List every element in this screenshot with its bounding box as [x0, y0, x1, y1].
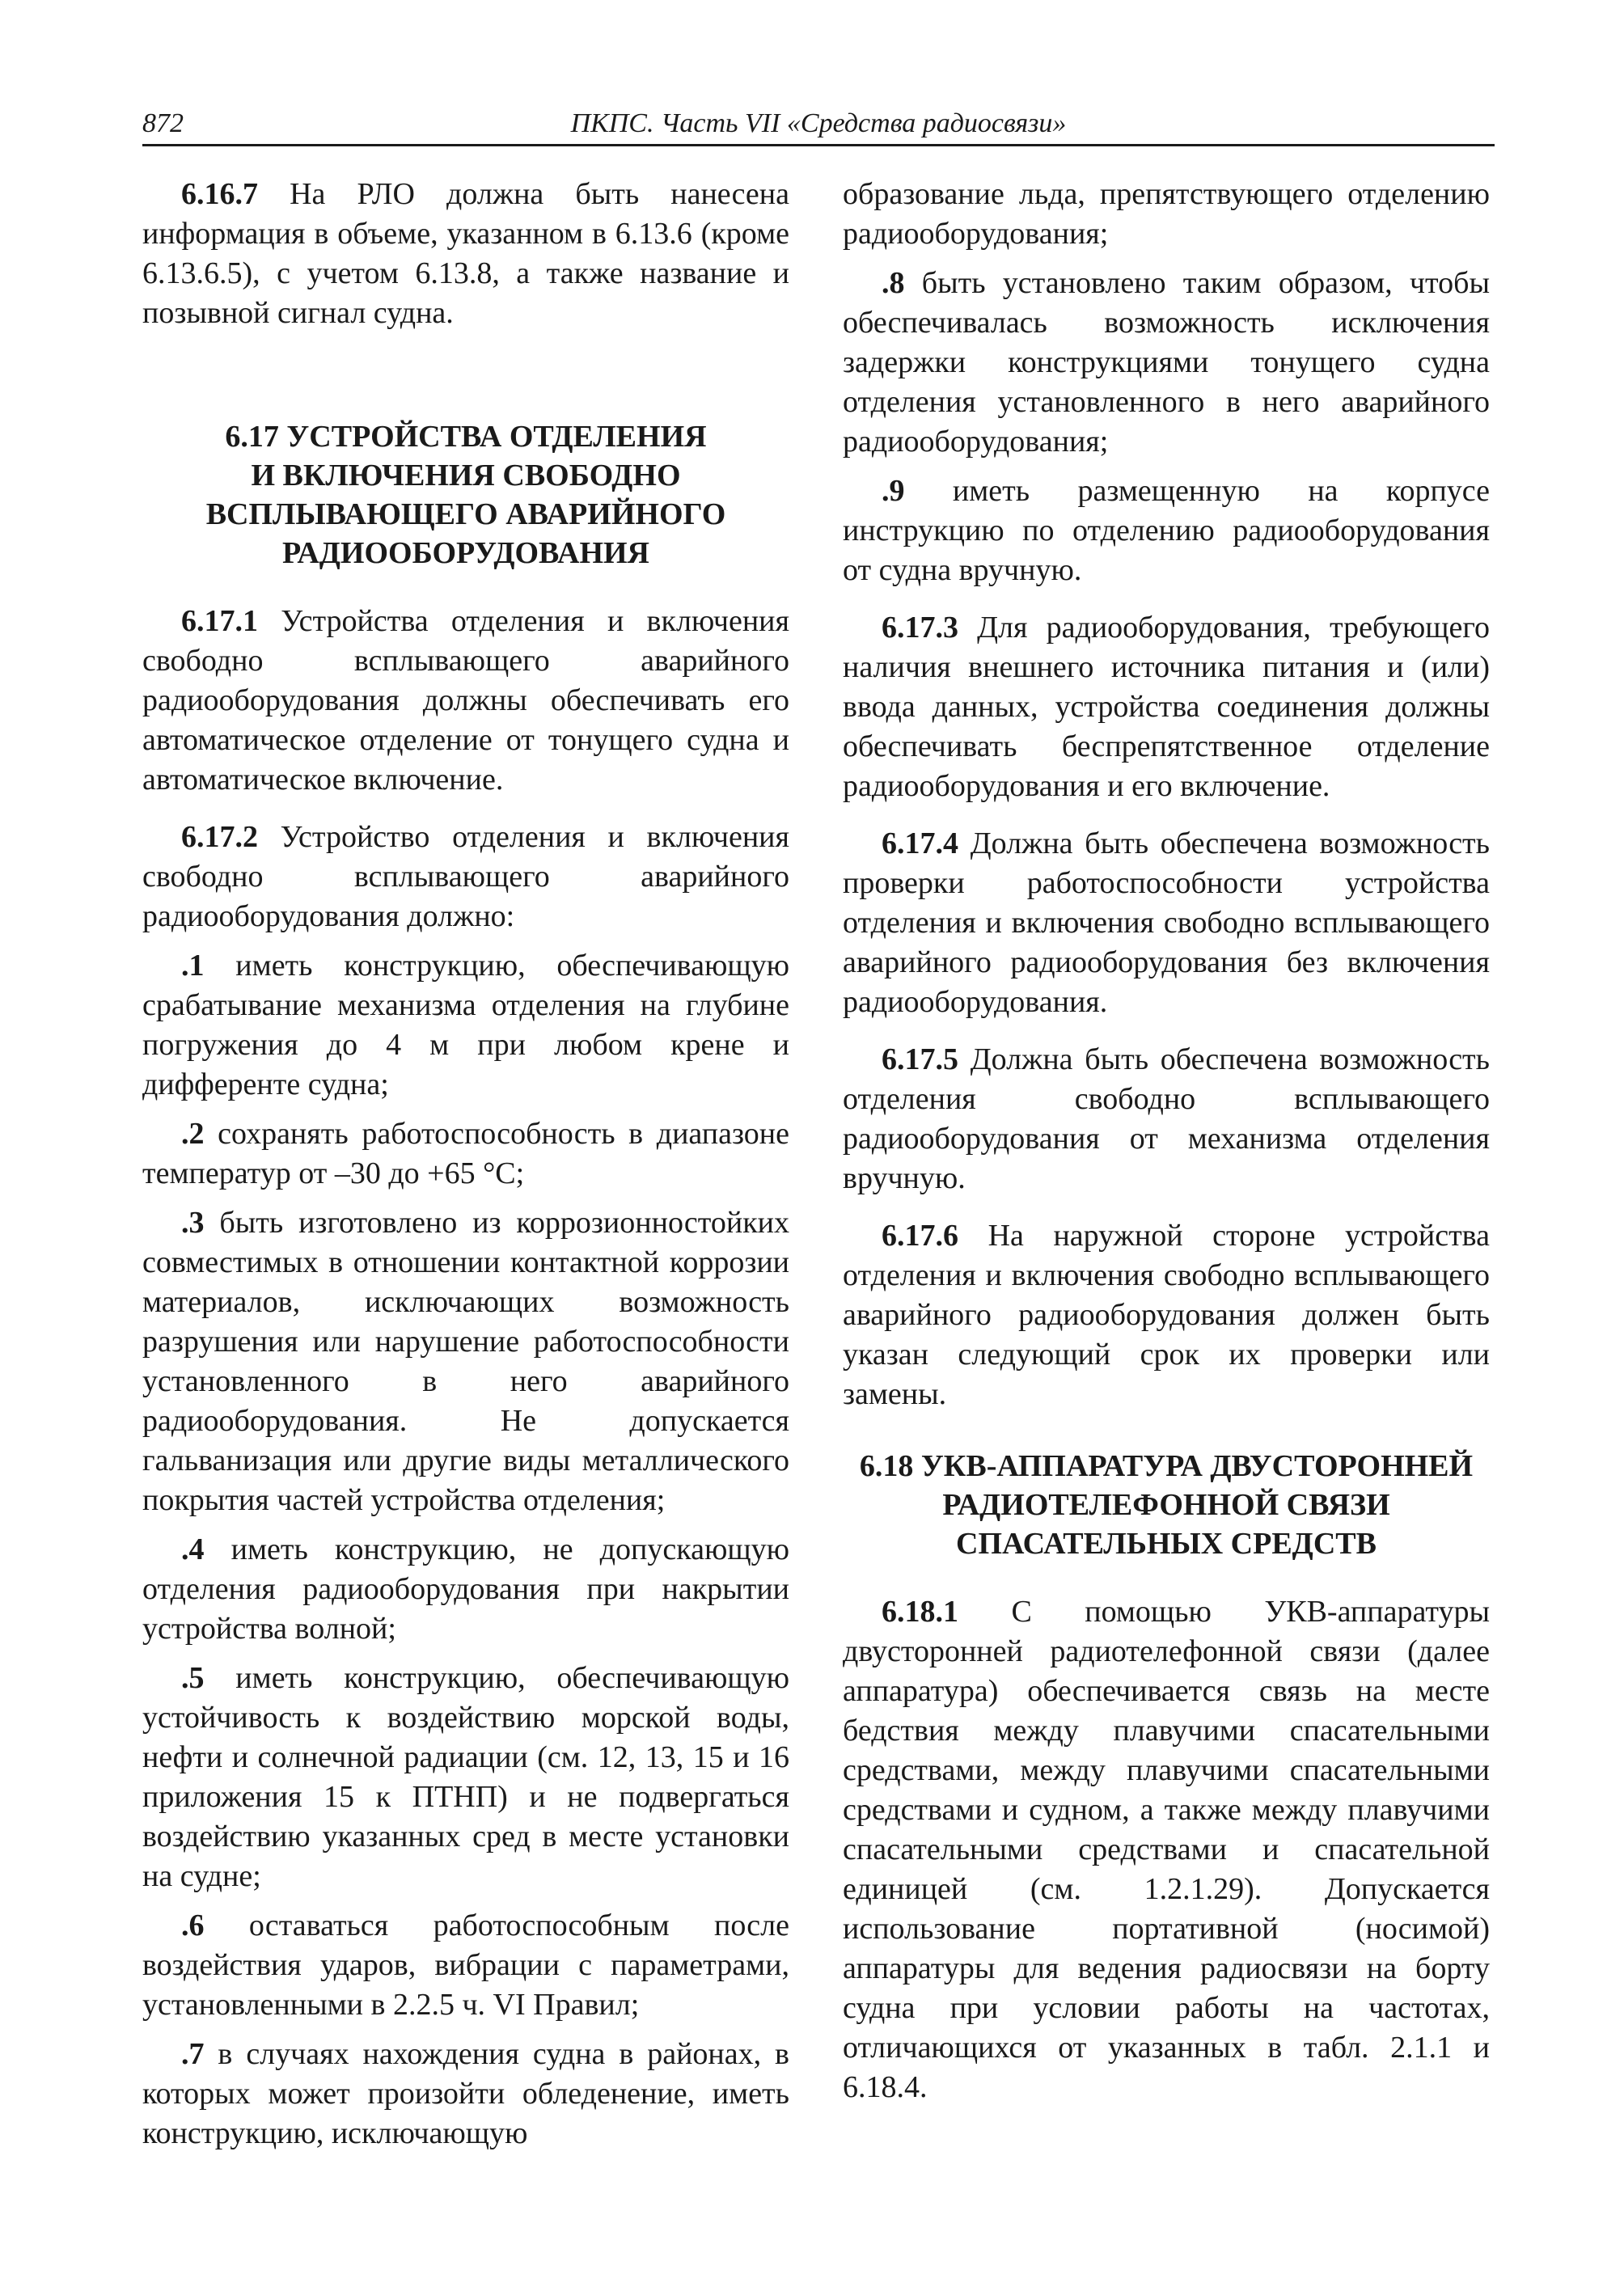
item-text: иметь конструкцию, обеспечивающую устойчивость к воздействию морской воды, нефти и солнечной радиации (см. 12, 13, 15 и 16 приложения 15 к ПТНП) и не подвергаться воздействию указанных сред в месте установки на судне; — [142, 1661, 789, 1893]
paragraph-6-17-6 — [843, 1216, 1490, 1414]
item-text: иметь конструкцию, не допускающую отделения радиооборудования при накрытии устройства волной; — [142, 1532, 789, 1646]
item-number: .5 — [181, 1661, 205, 1695]
item-number: .9 — [882, 474, 905, 508]
running-title: ПКПС. Часть VII «Средства радиосвязи» — [570, 108, 1067, 138]
list-item — [142, 1114, 789, 1194]
paragraph-6-17-5 — [843, 1040, 1490, 1198]
item-number: .8 — [882, 266, 905, 300]
section-heading-line: И ВКЛЮЧЕНИЯ СВОБОДНО — [251, 459, 681, 492]
paragraph-text: С помощью УКВ-аппаратуры двусторонней радиотелефонной связи (далее аппаратура) обеспечивается связь на месте бедствия между плавучими спасательными средствами, между плавучими спасательными средствами и судном, а также между плавучими спасательными средствами и спасательной единицей (см. 1.2.1.29). Допускается использование портативной (носимой) аппаратуры для ведения радиосвязи на борту судна при условии работы на частотах, отличающихся от указанных в табл. 2.1.1 и 6.18.4. — [843, 1595, 1490, 2104]
list-item — [142, 1530, 789, 1649]
section-heading-6-17 — [142, 417, 789, 573]
section-heading-line: ВСПЛЫВАЮЩЕГО АВАРИЙНОГО — [205, 497, 726, 531]
paragraph-text: Устройство отделения и включения свободно всплывающего аварийного радиооборудования должно: — [142, 820, 789, 933]
paragraph-text: Должна быть обеспечена возможность отделения свободно всплывающего радиооборудования от механизма отделения вручную. — [843, 1042, 1490, 1195]
paragraph-text: Устройства отделения и включения свободно всплывающего аварийного радиооборудования должны обеспечивать его автоматическое отделение от тонущего судна и автоматическое включение. — [142, 604, 789, 797]
paragraph-number: 6.17.3 — [882, 611, 958, 645]
page-number: 872 — [142, 108, 184, 138]
paragraph-6-17-4 — [843, 824, 1490, 1022]
section-heading-line: РАДИОТЕЛЕФОННОЙ СВЯЗИ — [942, 1488, 1390, 1522]
list-item — [142, 946, 789, 1105]
paragraph-number: 6.17.4 — [882, 826, 958, 860]
item-text: в случаях нахождения судна в районах, в которых может произойти обледенение, иметь конструкцию, исключающую — [142, 2037, 789, 2150]
paragraph-text: На наружной стороне устройства отделения и включения свободно всплывающего аварийного радиооборудования должен быть указан следующий срок их проверки или замены. — [843, 1219, 1490, 1411]
item-text: иметь конструкцию, обеспечивающую срабатывание механизма отделения на глубине погружения до 4 м при любом крене и дифференте судна; — [142, 949, 789, 1101]
right-column — [843, 175, 1490, 2125]
paragraph-number: 6.17.1 — [181, 604, 258, 638]
paragraph-text: Должна быть обеспечена возможность проверки работоспособности устройства отделения и включения свободно всплывающего аварийного радиооборудования без включения радиооборудования. — [843, 826, 1490, 1019]
item-number: .2 — [181, 1117, 205, 1151]
paragraph-6-17-3 — [843, 608, 1490, 806]
section-heading-line: 6.17 УСТРОЙСТВА ОТДЕЛЕНИЯ — [225, 420, 707, 454]
item-text: иметь размещенную на корпусе инструкцию по отделению радиооборудования от судна вручную. — [843, 474, 1490, 587]
paragraph-number: 6.18.1 — [882, 1595, 958, 1629]
item-number: .4 — [181, 1532, 205, 1566]
section-heading-line: 6.18 УКВ-АППАРАТУРА ДВУСТОРОННЕЙ — [859, 1449, 1474, 1483]
list-item — [142, 2035, 789, 2154]
list-item — [142, 1906, 789, 2025]
list-item — [843, 471, 1490, 590]
item-number: .7 — [181, 2037, 205, 2071]
paragraph-number: 6.17.6 — [882, 1219, 958, 1253]
paragraph-number: 6.16.7 — [181, 177, 258, 211]
page-header — [142, 102, 1495, 146]
section-heading-line: СПАСАТЕЛЬНЫХ СРЕДСТВ — [956, 1527, 1377, 1561]
item-number: .6 — [181, 1908, 205, 1942]
list-item — [142, 1203, 789, 1520]
list-item — [843, 264, 1490, 462]
paragraph-6-18-1 — [843, 1592, 1490, 2107]
paragraph-text: Для радиооборудования, требующего наличия внешнего источника питания и (или) ввода данных, устройства соединения должны обеспечивать беспрепятственное отделение радиооборудования и его включение. — [843, 611, 1490, 803]
left-column — [142, 175, 789, 2163]
paragraph-number: 6.17.2 — [181, 820, 258, 854]
paragraph-text: На РЛО должна быть нанесена информация в объеме, указанном в 6.13.6 (кроме 6.13.6.5), с учетом 6.13.8, а также название и позывной сигнал судна. — [142, 177, 789, 330]
item-number: .3 — [181, 1206, 205, 1240]
paragraph-number: 6.17.5 — [882, 1042, 958, 1076]
list-item-continuation: образование льда, препятствующего отделению радиооборудования; — [843, 177, 1490, 251]
paragraph-6-17-2 — [142, 818, 789, 936]
paragraph-6-16-7 — [142, 175, 789, 333]
item-number: .1 — [181, 949, 205, 983]
section-heading-line: РАДИООБОРУДОВАНИЯ — [282, 536, 649, 570]
item-text: сохранять работоспособность в диапазоне температур от –30 до +65 °С; — [142, 1117, 789, 1190]
paragraph-6-17-1 — [142, 602, 789, 800]
section-heading-6-18 — [843, 1447, 1490, 1563]
item-text: быть установлено таким образом, чтобы обеспечивалась возможность исключения задержки конструкциями тонущего судна отделения установленного в него аварийного радиооборудования; — [843, 266, 1490, 459]
list-item — [142, 1659, 789, 1896]
item-text: оставаться работоспособным после воздействия ударов, вибрации с параметрами, установленными в 2.2.5 ч. VI Правил; — [142, 1908, 789, 2022]
item-text: быть изготовлено из коррозионностойких совместимых в отношении контактной коррозии материалов, исключающих возможность разрушения или нарушение работоспособности установленного в него аварийного радиооборудования. Не допускается гальванизация или другие виды металлического покрытия частей устройства отделения; — [142, 1206, 789, 1517]
